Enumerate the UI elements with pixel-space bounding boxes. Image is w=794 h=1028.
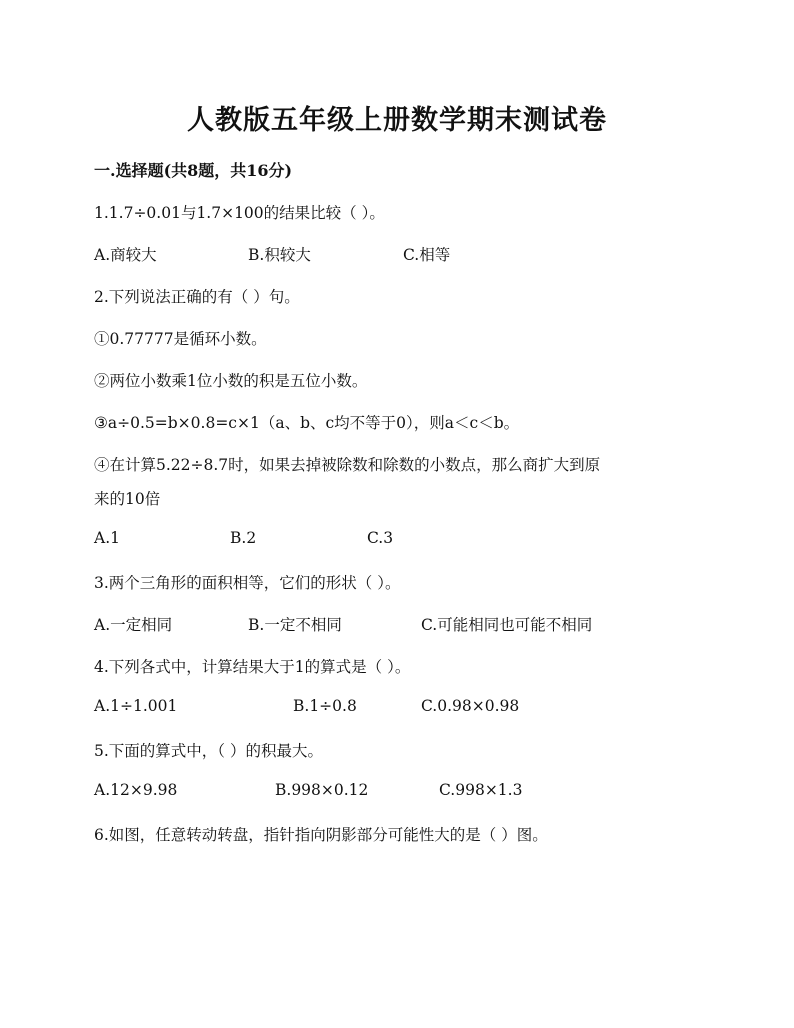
question-2-stem: 2.下列说法正确的有（ ）句。	[94, 288, 300, 306]
question-3-stem: 3.两个三角形的面积相等，它们的形状（ ）。	[94, 574, 401, 592]
question-4-option-a: A.1÷1.001	[94, 697, 178, 715]
question-3-option-b: B.一定不相同	[248, 616, 342, 634]
question-2-statement-3: ③a÷0.5=b×0.8=c×1（a、b、c均不等于0），则a＜c＜b。	[94, 414, 520, 432]
question-4-stem: 4.下列各式中，计算结果大于1的算式是（ ）。	[94, 658, 411, 676]
question-2-option-b: B.2	[230, 529, 257, 547]
question-3-option-c: C.可能相同也可能不相同	[421, 616, 593, 634]
question-4-option-c: C.0.98×0.98	[421, 697, 520, 715]
question-2-statement-2: ②两位小数乘1位小数的积是五位小数。	[94, 372, 368, 390]
question-2-statement-4-cont: 来的10倍	[94, 490, 161, 508]
question-1-stem: 1.1.7÷0.01与1.7×100的结果比较（ ）。	[94, 204, 385, 222]
question-4-option-b: B.1÷0.8	[293, 697, 357, 715]
question-5-option-c: C.998×1.3	[439, 781, 523, 799]
section-title: 一.选择题(共8题，共16分)	[94, 161, 293, 180]
question-2-statement-4: ④在计算5.22÷8.7时，如果去掉被除数和除数的小数点，那么商扩大到原	[94, 456, 601, 474]
question-2-option-a: A.1	[94, 529, 120, 547]
page-title: 人教版五年级上册数学期末测试卷	[187, 105, 607, 136]
question-1-option-a: A.商较大	[94, 246, 157, 264]
question-5-option-a: A.12×9.98	[94, 781, 178, 799]
question-1-option-c: C.相等	[403, 246, 451, 264]
question-1-option-b: B.积较大	[248, 246, 311, 264]
question-3-option-a: A.一定相同	[94, 616, 173, 634]
question-6-stem: 6.如图，任意转动转盘，指针指向阴影部分可能性大的是（ ）图。	[94, 826, 548, 844]
question-2-statement-1: ①0.77777是循环小数。	[94, 330, 267, 348]
question-2-option-c: C.3	[367, 529, 394, 547]
question-5-option-b: B.998×0.12	[275, 781, 369, 799]
question-5-stem: 5.下面的算式中，（ ）的积最大。	[94, 742, 323, 760]
